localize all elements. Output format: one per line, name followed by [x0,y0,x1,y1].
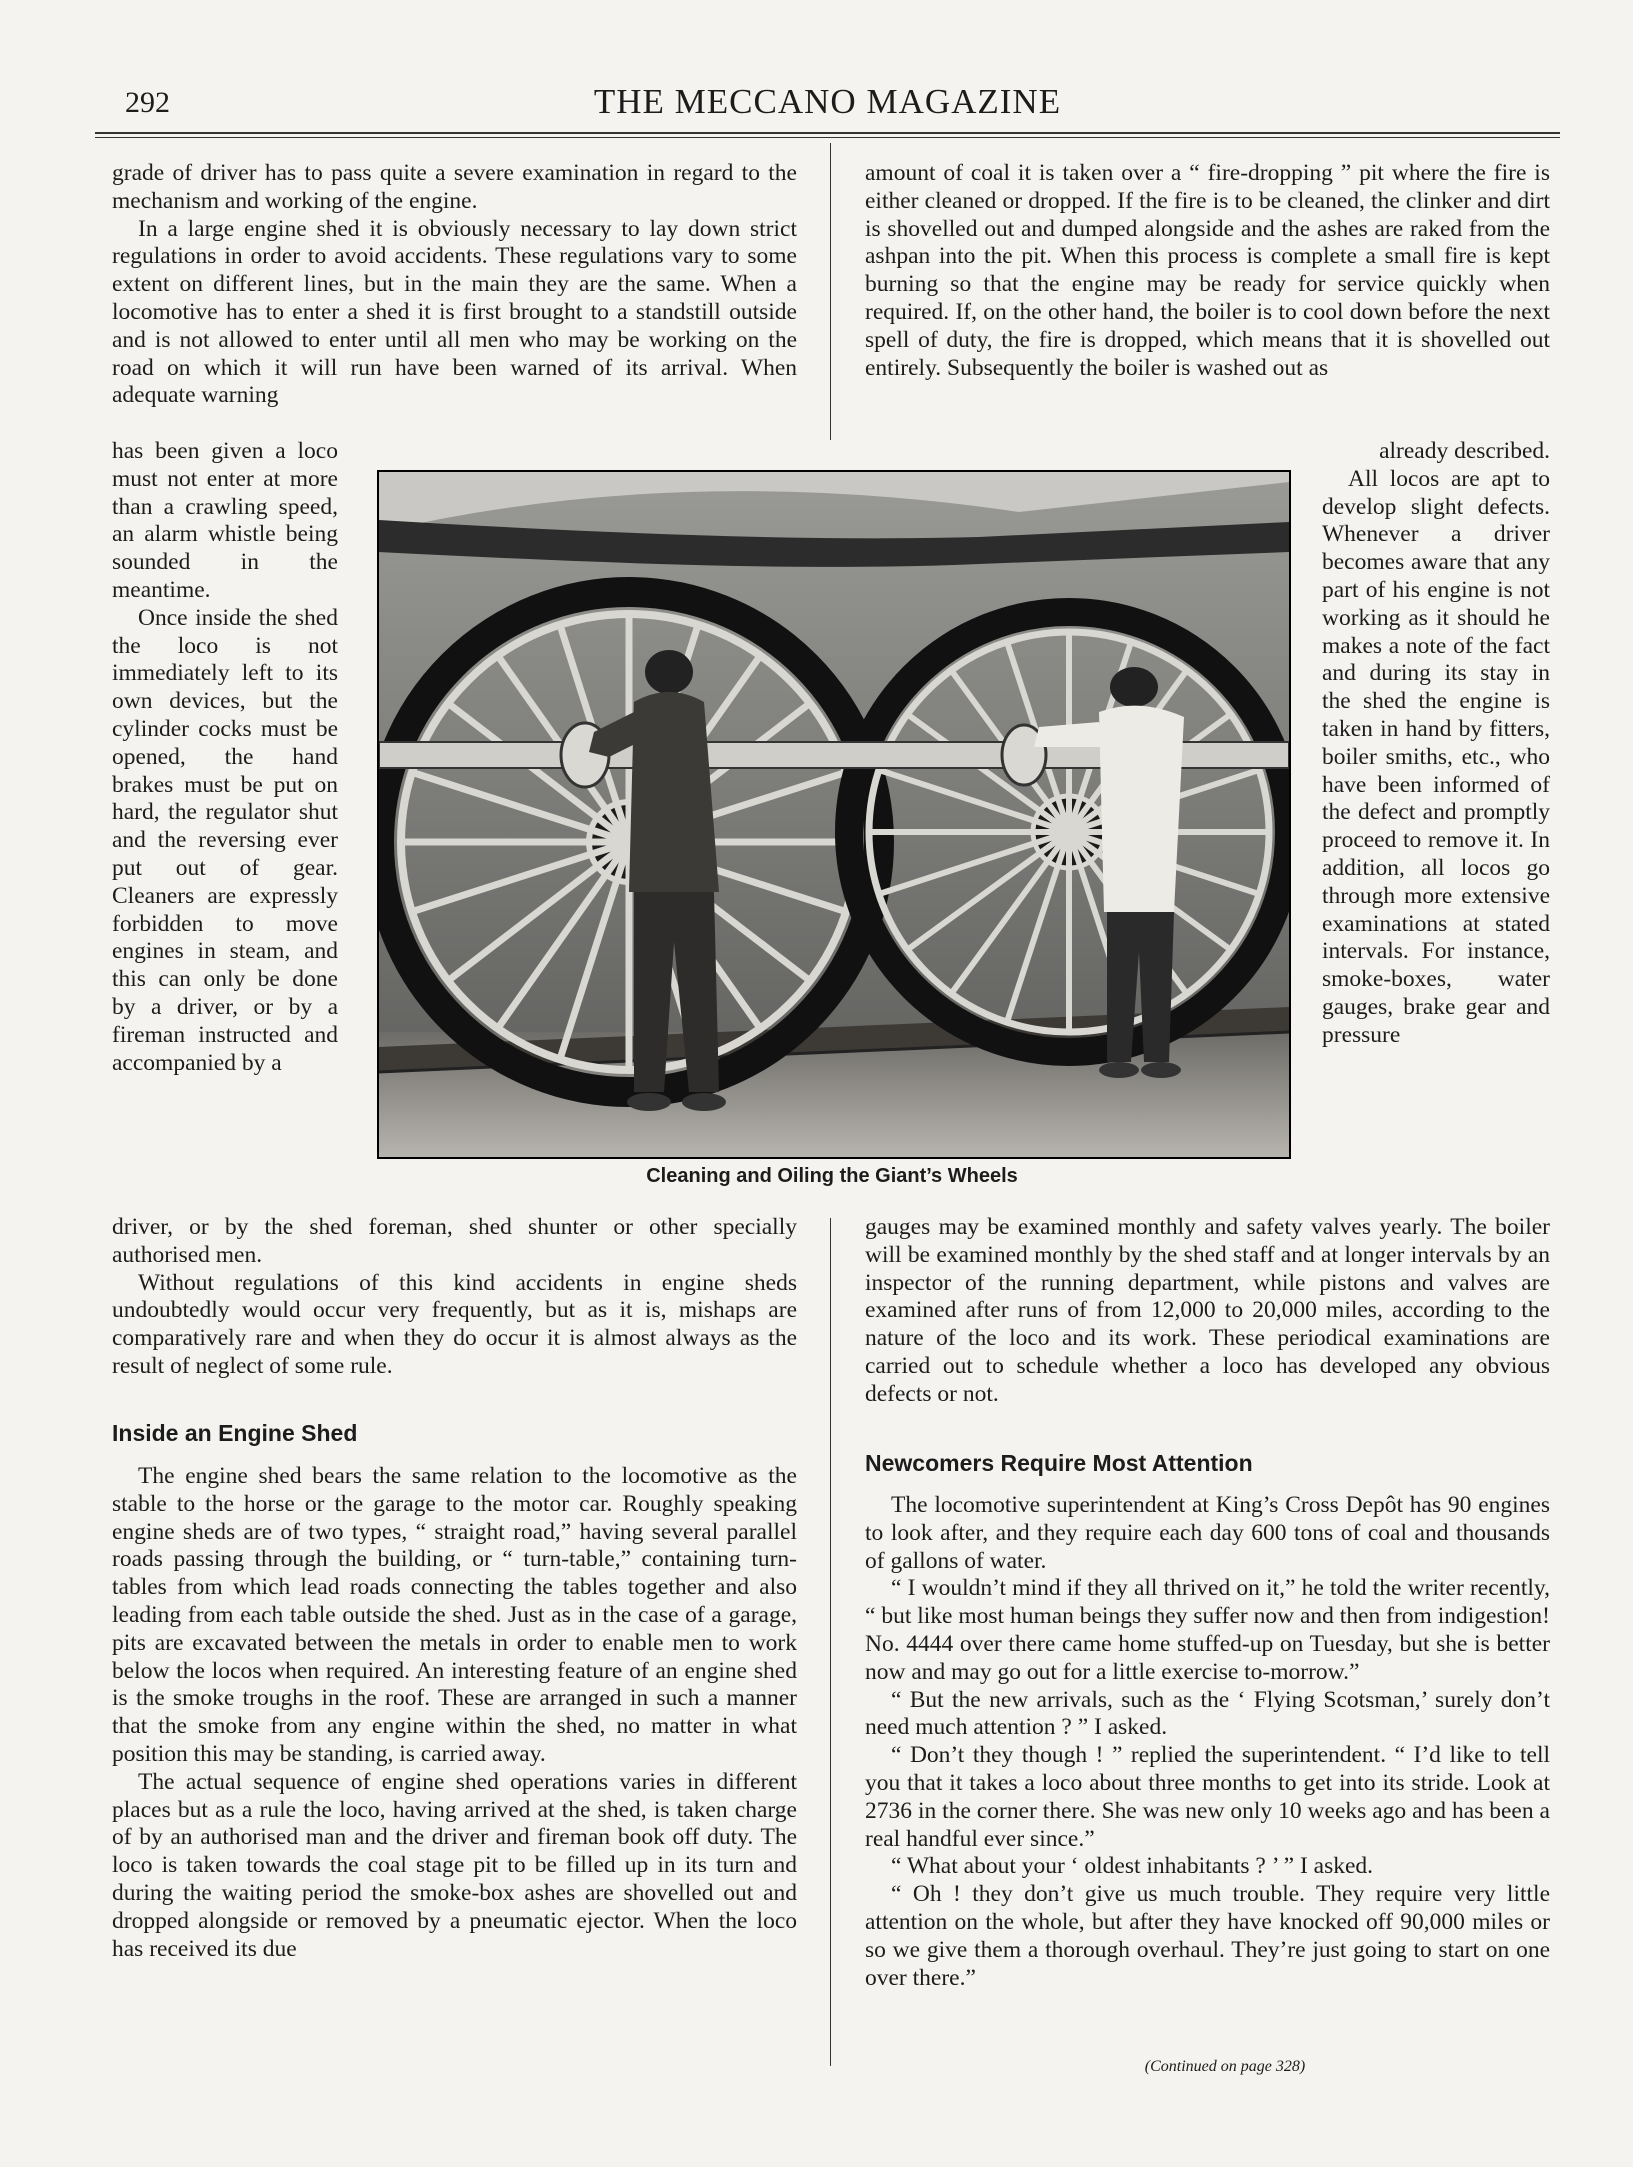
paragraph: Once inside the shed the loco is not immediately left to its own devices, but the cylinder cocks must be opened, the hand brakes must be put on hard, the regulator shut and the reversing ever put out of gear. Cleaners are expressly forbidden to move engines in steam, and this can only be done by a driver, or by a fireman instructed and accompanied by a [112,604,338,1076]
continued-note: (Continued on page 328) [1144,2058,1306,2075]
paragraph: In a large engine shed it is obviously necessary to lay down strict regulations in order to avoid accidents. These regulations vary to some extent on different lines, but in the main they are the same. When a locomotive has to enter a shed it is first brought to a standstill outside and is not allowed to enter until all men who may be working on the road on which it will run have been warned of its arrival. When adequate warning [112,215,797,409]
left-top-text [112,160,797,410]
header-rule [95,132,1560,134]
right-narrow-text [1322,438,1550,1050]
paragraph: “ What about your ‘ oldest inhabitants ? ’ ” I asked. [891,1853,1374,1880]
paragraph: already described. [1379,438,1550,464]
left-narrow-text [112,438,338,1077]
paragraph: The engine shed bears the same relation to the locomotive as the stable to the horse or the garage to the motor car. Roughly speaking engine sheds are of two types, “ straight road,” having several parallel roads passing through the building, or “ turn-table,” containing turn-tables from which lead roads connecting the tables together and also leading from each table outside the shed. Just as in the case of a garage, pits are excavated between the metals in order to enable men to work below the locos when required. An interesting feature of an engine shed is the smoke troughs in the roof. These are arranged in such a manner that the smoke from any engine within the shed, no matter in what position this may be standing, is carried away. [112,1463,797,1767]
paragraph: gauges may be examined monthly and safety valves yearly. The boiler will be examined monthly by the shed staff and at longer intervals by an inspector of the running department, while pistons and valves are examined after runs of from 12,000 to 20,000 miles, according to the nature of the loco and its work. These periodical examinations are carried out to schedule whether a loco has developed any obvious defects or not. [865,1214,1550,1407]
paragraph: The locomotive superintendent at King’s Cross Depôt has 90 engines to look after, and they require each day 600 tons of coal and thousands of gallons of water. [865,1492,1550,1574]
section-heading: Newcomers Require Most Attention [865,1450,1253,1476]
page-title: THE MECCANO MAGAZINE [593,82,1062,121]
paragraph: driver, or by the shed foreman, shed shunter or other specially authorised men. [112,1214,797,1268]
paragraph: All locos are apt to develop slight defects. Whenever a driver becomes aware that any part of his engine is not working as it should he makes a note of the fact and during its stay in the shed the engine is taken in hand by fitters, boiler smiths, etc., who have been informed of the defect and promptly proceed to remove it. In addition, all locos go through more extensive examinations at stated intervals. For instance, smoke-boxes, water gauges, brake gear and pressure [1322,465,1550,1048]
paragraph: Without regulations of this kind accidents in engine sheds undoubtedly would occur very frequently, but as it is, mishaps are comparatively rare and when they do occur it is almost always as the result of neglect of some rule. [112,1269,797,1379]
column-divider-top [830,143,831,440]
header-rule-thin [95,137,1560,138]
paragraph: has been given a loco must not enter at more than a crawling speed, an alarm whistle being sounded in the meantime. [112,438,338,603]
locomotive-wheels-photo [377,470,1291,1159]
left-section-text [112,1463,797,1963]
page-header [95,82,1560,128]
paragraph: “ I wouldn’t mind if they all thrived on it,” he told the writer recently, “ but like most human beings they suffer now and then from indigestion! No. 4444 over there came home stuffed-up on Tuesday, but she is better now and may go out for a little exercise to-morrow.” [865,1575,1550,1685]
paragraph: “ Oh ! they don’t give us much trouble. They require very little attention on the whole, but after they have knocked off 90,000 miles or so we give them a thorough overhaul. They’re just going to start on one over there.” [865,1881,1550,1991]
column-divider-bottom [830,1218,831,2066]
right-top-text [865,160,1550,382]
right-lower-text [865,1214,1550,1409]
paragraph: amount of coal it is taken over a “ fire-dropping ” pit where the fire is either cleaned or dropped. If the fire is to be cleaned, the clinker and dirt is shovelled out and dumped alongside and the ashes are raked from the ashpan into the pit. When this process is complete a small fire is kept burning so that the engine may be ready for service quickly when required. If, on the other hand, the boiler is to cool down before the next spell of duty, the fire is dropped, which means that it is shovelled out entirely. Subsequently the boiler is washed out as [865,160,1550,381]
page-number: 292 [125,86,170,119]
paragraph: The actual sequence of engine shed operations varies in different places but as a rule the loco, having arrived at the shed, is taken charge of by an authorised man and the driver and fireman book off duty. The loco is taken towards the coal stage pit to be filled up in its turn and during the waiting period the smoke-box ashes are shovelled out and dropped alongside or removed by a pneumatic ejector. When the loco has received its due [112,1768,797,1962]
left-lower-text [112,1214,797,1381]
paragraph: grade of driver has to pass quite a severe examination in regard to the mechanism and working of the engine. [112,160,797,214]
section-heading: Inside an Engine Shed [112,1420,358,1446]
paragraph: “ But the new arrivals, such as the ‘ Flying Scotsman,’ surely don’t need much attention ? ” I asked. [865,1686,1550,1741]
figure-caption: Cleaning and Oiling the Giant’s Wheels [646,1165,1018,1187]
right-section-text [865,1492,1550,1992]
paragraph: “ Don’t they though ! ” replied the superintendent. “ I’d like to tell you that it takes a loco about three months to get into its stride. Look at 2736 in the corner there. She was new only 10 weeks ago and has been a real handful ever since.” [865,1742,1550,1852]
